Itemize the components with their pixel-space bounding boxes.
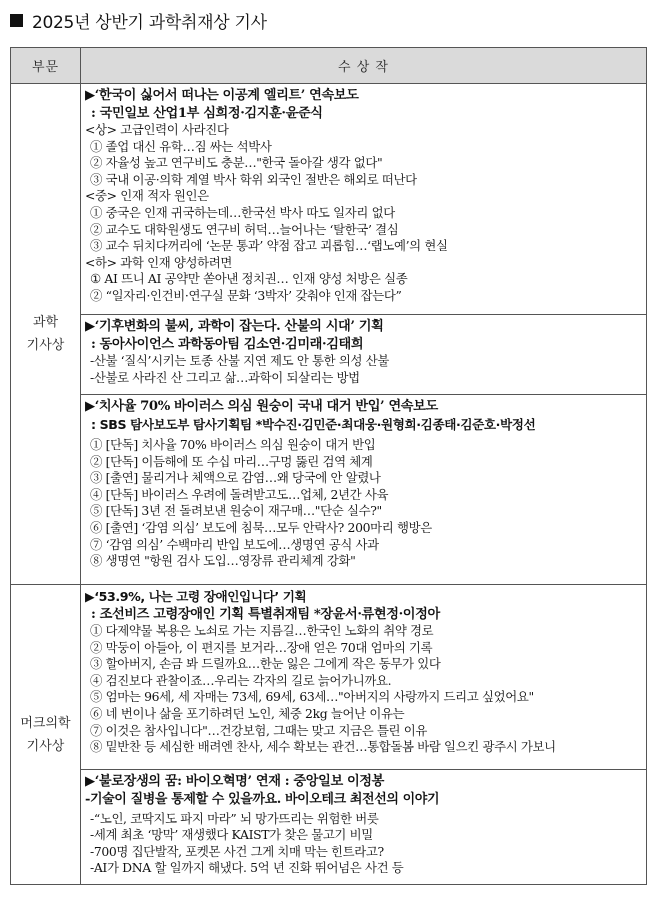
article-item: ② [단독] 이듬해에 또 수십 마리…구멍 뚫린 검역 체계 — [90, 453, 373, 469]
award-entry — [81, 585, 647, 770]
header-category: 부문 — [11, 48, 81, 84]
article-item: ① 졸업 대신 유학…짐 싸는 석박사 — [90, 138, 272, 154]
table-row — [11, 315, 647, 395]
article-item: ④ 검진보다 관찰이죠…우리는 각자의 길로 늙어가니까요. — [90, 672, 392, 688]
category-merck-medical — [11, 585, 81, 885]
article-item: ⑧ 밑반찬 등 세심한 배려엔 찬사, 세수 확보는 관건…통합돌봄 바람 일으킨 광주시 가보니 — [90, 739, 556, 755]
award-entry — [81, 395, 647, 585]
category-science — [11, 84, 81, 585]
article-item: ⑦ ‘감염 의심’ 수백마리 반입 보도에…생명연 공식 사과 — [90, 536, 379, 552]
category-label: 머크의학 — [20, 715, 71, 731]
article-item: ② 자율성 높고 연구비도 충분…"한국 돌아갈 생각 없다" — [90, 155, 383, 171]
award-entry — [81, 84, 647, 315]
category-label: 과학 — [32, 315, 59, 330]
article-item: ① [단독] 치사율 70% 바이러스 의심 원숭이 대거 반입 — [90, 437, 376, 452]
section-label: <중> 인재 적자 원인은 — [85, 188, 209, 204]
article-item: ① 다제약물 복용은 노쇠로 가는 지름길…한국인 노화의 취약 경로 — [90, 623, 434, 638]
article-item: ② “일자리·인건비·연구실 문화 ‘3박자’ 갖춰야 인재 잡는다” — [90, 287, 402, 303]
article-item: ⑦ 이것은 참사입니다"…건강보험, 그때는 맞고 지금은 틀린 이유 — [90, 722, 428, 738]
category-label: 기사상 — [26, 738, 65, 754]
entry-headline: ▶‘불로장생의 꿈: 바이오혁명’ 연재 : 중앙일보 이정봉 — [85, 774, 384, 789]
entry-subtitle: -기술이 질병을 통제할 수 있을까요. 바이오테크 최전선의 이야기 — [85, 791, 440, 807]
black-square-icon — [10, 14, 23, 27]
entry-byline: : SBS 탐사보도부 탐사기획팀 *박수진·김민준·최대웅·원형희·김종태·김준호·박정선 — [91, 416, 536, 432]
section-label: <하> 과학 인재 양성하려면 — [85, 254, 233, 270]
header-award: 수 상 작 — [81, 48, 647, 84]
article-item: ⑥ [출연] ‘감염 의심’ 보도에 침묵…모두 안락사? 200마리 행방은 — [90, 519, 432, 535]
article-item: ② 교수도 대학원생도 연구비 허덕…늘어나는 ‘탈한국’ 결심 — [90, 221, 399, 237]
award-entry — [81, 770, 647, 885]
table-row — [11, 770, 647, 885]
article-item: ④ [단독] 바이러스 우려에 돌려받고도…업체, 2년간 사육 — [90, 486, 389, 502]
entry-byline: : 동아사이언스 과학동아팀 김소연·김미래·김태희 — [91, 336, 364, 352]
table-row — [11, 585, 647, 770]
entry-headline: ▶‘치사율 70% 바이러스 의심 원숭이 국내 대거 반입’ 연속보도 — [85, 399, 438, 414]
entry-byline: : 조선비즈 고령장애인 기획 특별취재팀 *장윤서·류현정·이정아 — [91, 606, 440, 622]
article-item: -700명 집단발작, 포켓몬 사건 그게 치매 막는 힌트라고? — [90, 843, 384, 859]
article-item: -AI가 DNA 할 일까지 해냈다. 5억 년 진화 뛰어넘은 사건 등 — [90, 860, 404, 876]
article-item: ⑥ 네 번이나 삶을 포기하려던 노인, 체중 2kg 늘어난 이유는 — [90, 705, 405, 721]
page-title-text: 2025년 상반기 과학취재상 기사 — [32, 12, 267, 33]
article-item: ② 막둥이 아들아, 이 편지를 보거라…장애 얻은 70대 엄마의 기록 — [90, 639, 433, 655]
article-item: ③ 국내 이공·의학 계열 박사 학위 외국인 절반은 해외로 떠난다 — [90, 171, 417, 187]
table-row — [11, 84, 647, 315]
category-label: 기사상 — [26, 338, 65, 353]
article-item: -세계 최초 ‘망막’ 재생했다 KAIST가 찾은 물고기 비밀 — [90, 827, 373, 843]
section-label: <상> 고급인력이 사라진다 — [85, 122, 229, 137]
entry-headline: ▶‘53.9%, 나는 고령 장애인입니다’ 기획 — [85, 589, 307, 604]
article-item: ⑧ 생명연 "항원 검사 도입…영장류 관리체계 강화" — [90, 553, 356, 569]
article-item: ③ 할아버지, 손금 봐 드릴까요…한눈 잃은 그에게 작은 동무가 있다 — [90, 656, 441, 672]
awards-table — [10, 47, 647, 885]
page-title — [10, 7, 267, 33]
entry-headline: ▶‘기후변화의 불씨, 과학이 잡는다. 산불의 시대’ 기획 — [85, 319, 384, 334]
article-item: -“노인, 코딱지도 파지 마라” 뇌 망가뜨리는 위험한 버릇 — [90, 810, 379, 826]
article-item: ⑤ [단독] 3년 전 돌려보낸 원숭이 재구매…"단순 실수?" — [90, 503, 382, 519]
article-item: ③ [출연] 물리거나 체액으로 감염…왜 당국에 안 알렸나 — [90, 470, 381, 486]
table-header-row — [11, 48, 647, 84]
entry-headline: ▶‘한국이 싫어서 떠나는 이공계 엘리트’ 연속보도 — [85, 88, 359, 103]
entry-byline: : 국민일보 산업1부 심희정·김지훈·윤준식 — [91, 105, 323, 121]
article-item: -산불로 사라진 산 그리고 삶…과학이 되살리는 방법 — [90, 369, 360, 385]
article-item: ⑤ 엄마는 96세, 세 자매는 73세, 69세, 63세…"아버지의 사랑까지 드리고 싶었어요" — [90, 689, 534, 705]
award-entry — [81, 315, 647, 395]
article-item: ③ 교수 뒤치다꺼리에 ‘논문 통과’ 약점 잡고 괴롭힘…‘랩노예’의 현실 — [90, 238, 448, 254]
article-item: ① 중국은 인재 귀국하는데…한국선 박사 따도 일자리 없다 — [90, 204, 395, 220]
article-item: -산불 ‘질식’시키는 토종 산불 지연 제도 안 통한 의성 산불 — [90, 353, 389, 368]
article-item: ① AI 뜨니 AI 공약만 쏟아낸 정치권… 인재 양성 처방은 실종 — [90, 271, 408, 287]
table-row — [11, 395, 647, 585]
